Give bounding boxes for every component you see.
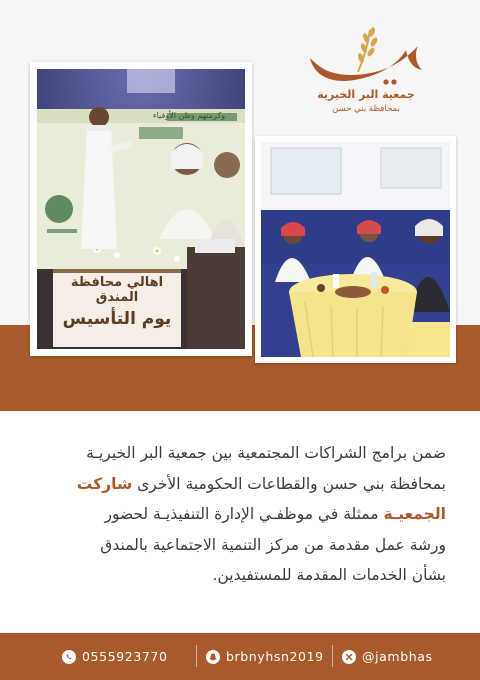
footer-divider-1 <box>196 645 197 667</box>
wheat-logo-icon <box>302 24 430 88</box>
phone-number: 0555923770 <box>82 649 168 664</box>
snapchat-handle: brbnyhsn2019 <box>226 649 324 664</box>
article-line-3: الجمعيـة ممثلة في موظفـي الإدارة التنفيذيـة لحضور <box>104 505 446 523</box>
article-text <box>40 438 446 591</box>
left-photo <box>37 69 245 349</box>
banner-line2: يوم التأسيس <box>62 309 172 329</box>
article-line-2: بمحافظة بني حسن والقطاعات الحكومية الأخرى شاركت <box>76 474 446 493</box>
stage-slogan: وكرمتهم وطن الأوفياء <box>152 111 226 120</box>
footer-phone[interactable] <box>62 633 168 680</box>
right-photo <box>261 142 450 357</box>
logo-subtitle: بمحافظة بني حسن <box>332 104 400 114</box>
whatsapp-icon <box>62 650 76 664</box>
snapchat-icon <box>206 650 220 664</box>
twitter-handle: @jambhas <box>362 649 433 664</box>
footer-snapchat[interactable] <box>206 633 324 680</box>
article-line-5: بشأن الخدمات المقدمة للمستفيدين. <box>212 566 446 584</box>
article-line-4: ورشة عمل مقدمة من مركز التنمية الاجتماعية بالمندق <box>100 535 446 554</box>
article-line-1: ضمن برامج الشراكات المجتمعية بين جمعية البر الخيريـة <box>86 444 446 462</box>
article-highlight-1: شاركت <box>76 474 133 493</box>
banner-line1: اهالي محافظة المندق <box>70 275 164 305</box>
footer-divider-2 <box>332 645 333 667</box>
logo <box>302 24 430 116</box>
article-highlight-2: الجمعيـة <box>383 505 446 523</box>
footer-twitter[interactable] <box>342 633 433 680</box>
logo-name: جمعية البر الخيرية <box>317 88 415 101</box>
meeting-photo <box>261 142 450 357</box>
x-icon <box>342 650 356 664</box>
